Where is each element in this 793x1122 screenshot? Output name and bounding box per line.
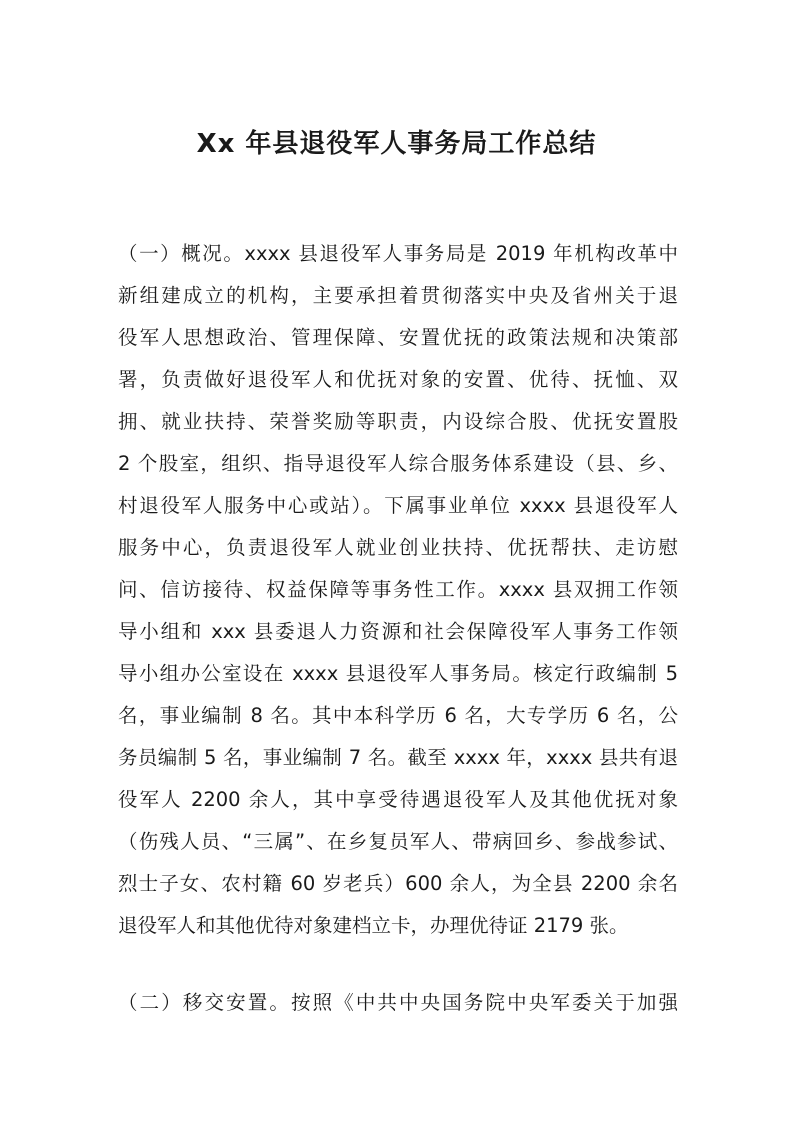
text-line: （一）概况。xxxx 县退役军人事务局是 2019 年机构改革中 xyxy=(118,242,678,265)
text-line: 服务中心，负责退役军人就业创业扶持、优抚帮扶、走访慰 xyxy=(118,536,678,559)
text-line: 导小组和 xxx 县委退人力资源和社会保障役军人事务工作领 xyxy=(118,620,678,643)
text-line: 导小组办公室设在 xxxx 县退役军人事务局。核定行政编制 5 xyxy=(118,662,678,685)
text-line: 役军人思想政治、管理保障、安置优抚的政策法规和决策部 xyxy=(118,326,678,349)
text-line: 务员编制 5 名，事业编制 7 名。截至 xxxx 年，xxxx 县共有退 xyxy=(118,746,678,769)
text-line: 退役军人和其他优待对象建档立卡，办理优待证 2179 张。 xyxy=(118,914,629,937)
text-line: 烈士子女、农村籍 60 岁老兵）600 余人，为全县 2200 余名 xyxy=(118,872,678,895)
text-line: （二）移交安置。按照《中共中央国务院中央军委关于加强 xyxy=(118,991,678,1014)
text-line: 2 个股室，组织、指导退役军人综合服务体系建设（县、乡、 xyxy=(118,452,678,475)
text-line: 新组建成立的机构，主要承担着贯彻落实中央及省州关于退 xyxy=(118,284,678,307)
text-line: （伤残人员、“三属”、在乡复员军人、带病回乡、参战参试、 xyxy=(118,830,678,853)
paragraph-overview xyxy=(118,233,678,947)
text-line: 拥、就业扶持、荣誉奖励等职责，内设综合股、优抚安置股 xyxy=(118,410,678,433)
text-line: 问、信访接待、权益保障等事务性工作。xxxx 县双拥工作领 xyxy=(118,578,678,601)
text-line: 村退役军人服务中心或站）。下属事业单位 xxxx 县退役军人 xyxy=(118,494,678,517)
document-title: Xx 年县退役军人事务局工作总结 xyxy=(196,129,597,159)
paragraph-transfer-placement xyxy=(118,982,678,1024)
text-line: 名，事业编制 8 名。其中本科学历 6 名，大专学历 6 名，公 xyxy=(118,704,678,727)
text-line: 役军人 2200 余人，其中享受待遇退役军人及其他优抚对象 xyxy=(118,788,678,811)
text-line: 署，负责做好退役军人和优抚对象的安置、优待、抚恤、双 xyxy=(118,368,678,391)
